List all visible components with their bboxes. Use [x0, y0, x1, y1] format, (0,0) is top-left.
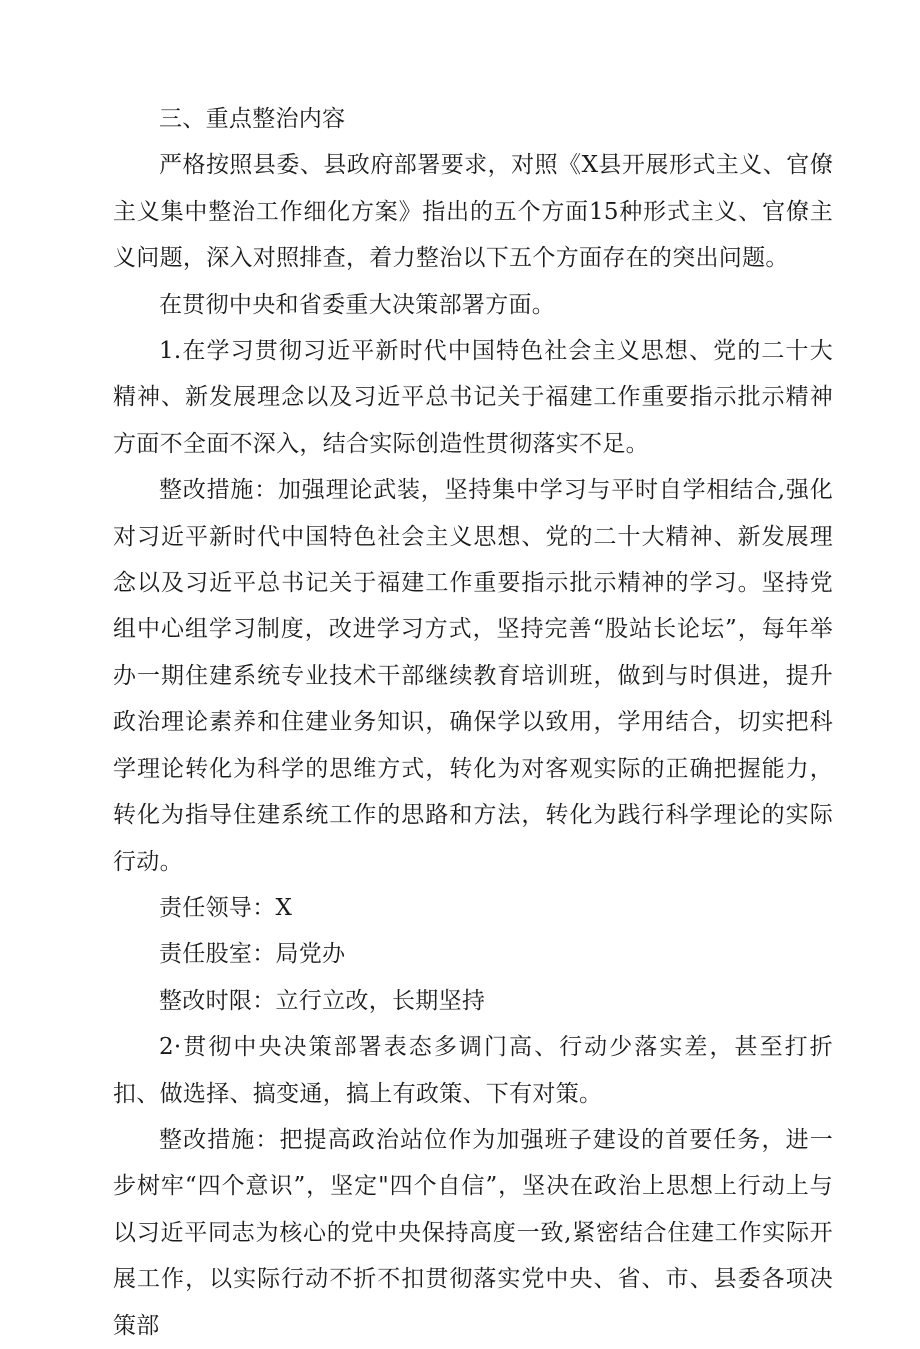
item-1-problem: 1.在学习贯彻习近平新时代中国特色社会主义思想、党的二十大精神、新发展理念以及习近平总书记关于福建工作重要指示批示精神方面不全面不深入，结合实际创造性贯彻落实不足。	[113, 338, 833, 457]
document-body	[113, 96, 833, 1349]
item-2-problem: 2·贯彻中央决策部署表态多调门高、行动少落实差，甚至打折扣、做选择、搞变通，搞上有政策、下有对策。	[113, 1034, 833, 1107]
subheading: 在贯彻中央和省委重大决策部署方面。	[159, 291, 556, 318]
item-1-deadline: 整改时限：立行立改，长期坚持	[159, 987, 486, 1014]
section-heading: 三、重点整治内容	[159, 106, 346, 132]
intro-paragraph: 严格按照县委、县政府部署要求，对照《X县开展形式主义、官僚主义集中整治工作细化方案》指出的五个方面15种形式主义、官僚主义问题，深入对照排查，着力整治以下五个方面存在的突出问题。	[113, 152, 833, 272]
item-1-responsible-leader: 责任领导：X	[159, 894, 293, 921]
item-2-measures: 整改措施：把提高政治站位作为加强班子建设的首要任务，进一步树牢“四个意识”，坚定"四个自信”，坚决在政治上思想上行动上与以习近平同志为核心的党中央保持高度一致,紧密结合住建工作实际开展工作，以实际行动不折不扣贯彻落实党中央、省、市、县委各项决策部	[113, 1126, 833, 1339]
item-1-responsible-office: 责任股室：局党办	[159, 941, 346, 968]
item-1-measures: 整改措施：加强理论武装，坚持集中学习与平时自学相结合,强化对习近平新时代中国特色社会主义思想、党的二十大精神、新发展理念以及习近平总书记关于福建工作重要指示批示精神的学习。坚持党组中心组学习制度，改进学习方式，坚持完善“股站长论坛”，每年举办一期住建系统专业技术干部继续教育培训班，做到与时俱进，提升政治理论素养和住建业务知识，确保学以致用，学用结合，切实把科学理论转化为科学的思维方式，转化为对客观实际的正确把握能力，转化为指导住建系统工作的思路和方法，转化为践行科学理论的实际行动。	[113, 477, 833, 875]
